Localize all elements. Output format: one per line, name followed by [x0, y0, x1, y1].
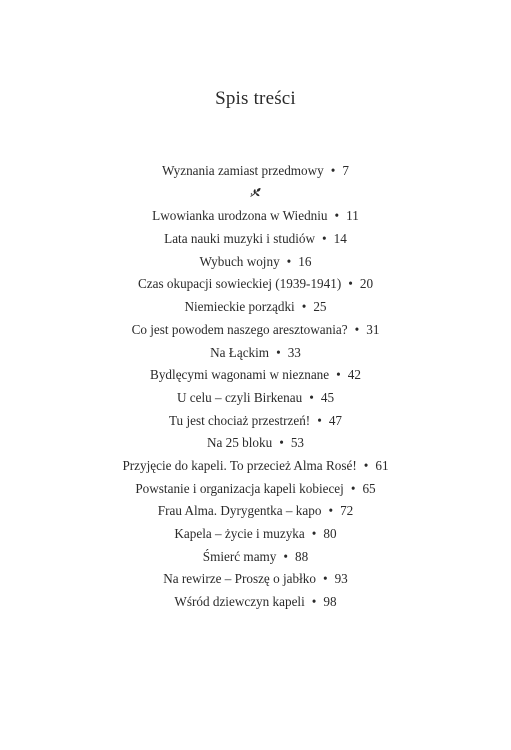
toc-entry: [0, 432, 511, 455]
toc-entry-title: Lata nauki muzyki i studiów: [164, 231, 316, 247]
toc-entry-title: Na Łąckim: [210, 344, 270, 360]
toc-entry: [0, 591, 511, 614]
toc-entry-page: 53: [290, 435, 304, 451]
toc-entry-page: 72: [340, 503, 354, 519]
toc-entry-page: 25: [313, 299, 327, 315]
toc-separator: •: [311, 594, 317, 610]
toc-entry-title: Powstanie i organizacja kapeli kobiecej: [135, 480, 344, 496]
toc-entry: [0, 523, 511, 546]
toc-entry: [0, 410, 511, 433]
toc-separator: •: [309, 389, 314, 405]
toc-separator: •: [322, 231, 327, 247]
toc-entry: [0, 228, 511, 251]
toc-entry-page: 14: [333, 231, 347, 247]
toc-separator: •: [348, 276, 353, 292]
toc-entry-page: 80: [323, 526, 337, 541]
toc-separator: •: [350, 480, 356, 496]
toc-entry-page: 7: [342, 163, 349, 178]
page-title: Spis treści: [215, 88, 296, 109]
toc-separator: •: [334, 208, 340, 224]
toc-entry-page: 45: [320, 389, 335, 405]
toc-entry: [0, 296, 511, 319]
toc-entry: [0, 568, 511, 591]
toc-separator: •: [322, 571, 328, 587]
toc-entry: [0, 273, 511, 296]
toc-entry: [0, 364, 511, 387]
toc-entry-title: Co jest powodem naszego aresztowania?: [131, 321, 348, 337]
toc-entry-title: Wybuch wojny: [199, 253, 280, 269]
floral-leaf-icon: [249, 185, 262, 203]
toc-separator: •: [317, 412, 322, 428]
toc-entry: [0, 478, 511, 501]
toc-entry-page: 16: [298, 253, 312, 269]
toc-entry-title: Na 25 bloku: [206, 435, 273, 451]
toc-entry-page: 42: [347, 367, 361, 383]
toc-separator: •: [363, 457, 369, 473]
toc-entry-title: Niemieckie porządki: [184, 299, 295, 315]
toc-entry-page: 65: [362, 480, 376, 496]
toc-entry: [0, 205, 511, 228]
toc-entry: [0, 342, 511, 365]
toc-entry-title: Lwowianka urodzona w Wiedniu: [152, 208, 328, 224]
toc-entry: [0, 455, 511, 478]
toc-entry-page: 88: [295, 548, 309, 564]
toc-entry-title: Wśród dziewczyn kapeli: [174, 594, 305, 610]
toc-entry: [0, 500, 511, 523]
toc-entry-page: 98: [323, 594, 337, 610]
toc-entry: [0, 546, 511, 569]
toc-entry-page: 11: [346, 208, 359, 224]
toc-separator: •: [354, 321, 360, 337]
toc-entry-title: Na rewirze – Proszę o jabłko: [163, 571, 316, 587]
toc-entry-page: 61: [375, 457, 389, 473]
toc-entry-title: U celu – czyli Birkenau: [176, 389, 303, 405]
toc-separator: •: [311, 526, 317, 541]
toc-entry-title: Czas okupacji sowieckiej (1939-1941): [137, 276, 342, 292]
toc-entry: [0, 387, 511, 410]
toc-separator: •: [301, 299, 307, 315]
toc-entry-title: Wyznania zamiast przedmowy: [161, 163, 324, 178]
toc-entry-page: 20: [359, 276, 374, 292]
ornament-divider: [0, 183, 511, 206]
toc-entry: [0, 251, 511, 274]
toc-entry-title: Tu jest chociaż przestrzeń!: [168, 412, 311, 428]
toc-entry-page: 31: [366, 321, 380, 337]
toc-separator: •: [328, 503, 334, 519]
toc-separator: •: [279, 435, 284, 451]
toc-entry-title: Bydlęcymi wagonami w nieznane: [150, 367, 330, 383]
toc-separator: •: [330, 163, 336, 178]
toc-entry-title: Przyjęcie do kapeli. To przecież Alma Rosé!: [122, 457, 357, 473]
toc-entry-page: 47: [328, 412, 343, 428]
toc-separator: •: [276, 344, 281, 360]
toc-entry-page: 93: [334, 571, 348, 587]
toc-separator: •: [283, 548, 289, 564]
toc-separator: •: [286, 253, 292, 269]
toc-entry-title: Śmierć mamy: [202, 548, 277, 564]
toc-entry-intro: [0, 160, 511, 183]
toc-entry-page: 33: [287, 344, 301, 360]
toc-separator: •: [336, 367, 341, 383]
toc-entry-title: Frau Alma. Dyrygentka – kapo: [157, 503, 322, 519]
toc-entry: [0, 319, 511, 342]
table-of-contents: [0, 160, 511, 614]
toc-entry-title: Kapela – życie i muzyka: [174, 526, 305, 541]
